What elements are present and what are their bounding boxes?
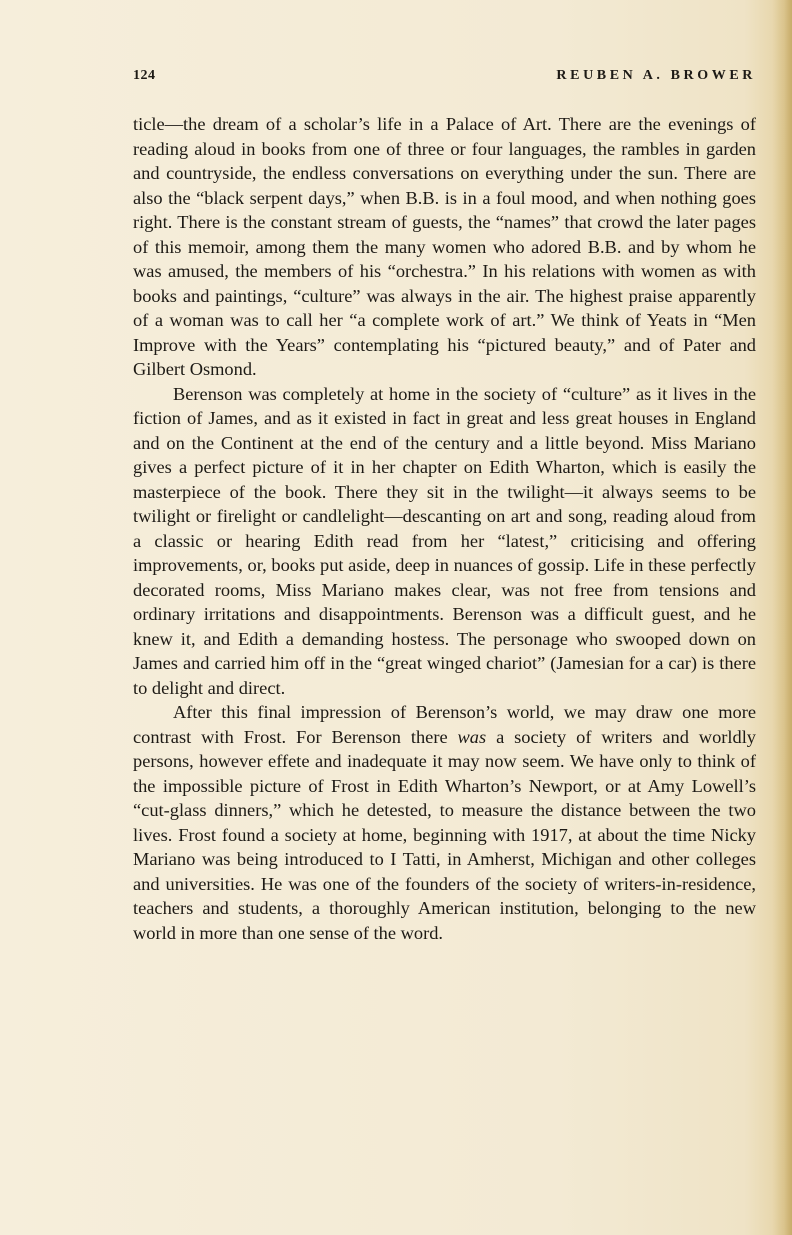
running-header (133, 68, 756, 92)
paragraph-3-emphasis: was (457, 726, 487, 747)
paragraph-3-after: a society of writers and worldly persons, however effete and inadequate it may now seem. We have only to think of the impossible picture of Frost in Edith Wharton’s Newport, or at Amy Lowell’s “cut-glass dinners,” which he detested, to measure the distance between the two lives. Frost found a society at home, beginning with 1917, at about the time Nicky Mariano was being introduced to I Tatti, in Amherst, Michigan and other colleges and universities. He was one of the founders of the society of writers-in-residence, teachers and students, a thoroughly American institution, belonging to the new world in more than one sense of the word. (133, 726, 756, 943)
header-author: REUBEN A. BROWER (556, 68, 756, 83)
body-text (133, 112, 756, 945)
paragraph-1: ticle—the dream of a scholar’s life in a Palace of Art. There are the evenings of reading aloud in books from one of three or four languages, the rambles in garden and countryside, the endless conversations on everything under the sun. There are also the “black serpent days,” when B.B. is in a foul mood, and when nothing goes right. There is the constant stream of guests, the “names” that crowd the later pages of this memoir, among them the many women who adored B.B. and by whom he was amused, the members of his “orchestra.” In his relations with women as with books and paintings, “culture” was always in the air. The highest praise apparently of a woman was to call her “a complete work of art.” We think of Yeats in “Men Improve with the Years” contemplating his “pictured beauty,” and of Pater and Gilbert Osmond. (133, 114, 756, 379)
page-gutter-shadow (772, 0, 792, 1235)
paragraph-3-before: After this final impression of Berenson’s world, we may draw one more contrast with Frost. For Berenson there (133, 702, 756, 747)
paragraph-3 (133, 700, 756, 945)
paragraph-2: Berenson was completely at home in the society of “culture” as it lives in the fiction of James, and as it existed in fact in great and less great houses in England and on the Continent at the end of the century and a little beyond. Miss Mariano gives a perfect picture of it in her chapter on Edith Wharton, which is easily the masterpiece of the book. There they sit in the twilight—it always seems to be twilight or firelight or candlelight—descanting on art and song, reading aloud from a classic or hearing Edith read from her “latest,” criticising and offering improvements, or, books put aside, deep in nuances of gossip. Life in these perfectly decorated rooms, Miss Mariano makes clear, was not free from tensions and ordinary irritations and disappointments. Berenson was a difficult guest, and he knew it, and Edith a demanding hostess. The personage who swooped down on James and carried him off in the “great winged chariot” (Jamesian for a car) is there to delight and direct. (133, 383, 756, 698)
page-number: 124 (133, 68, 156, 83)
